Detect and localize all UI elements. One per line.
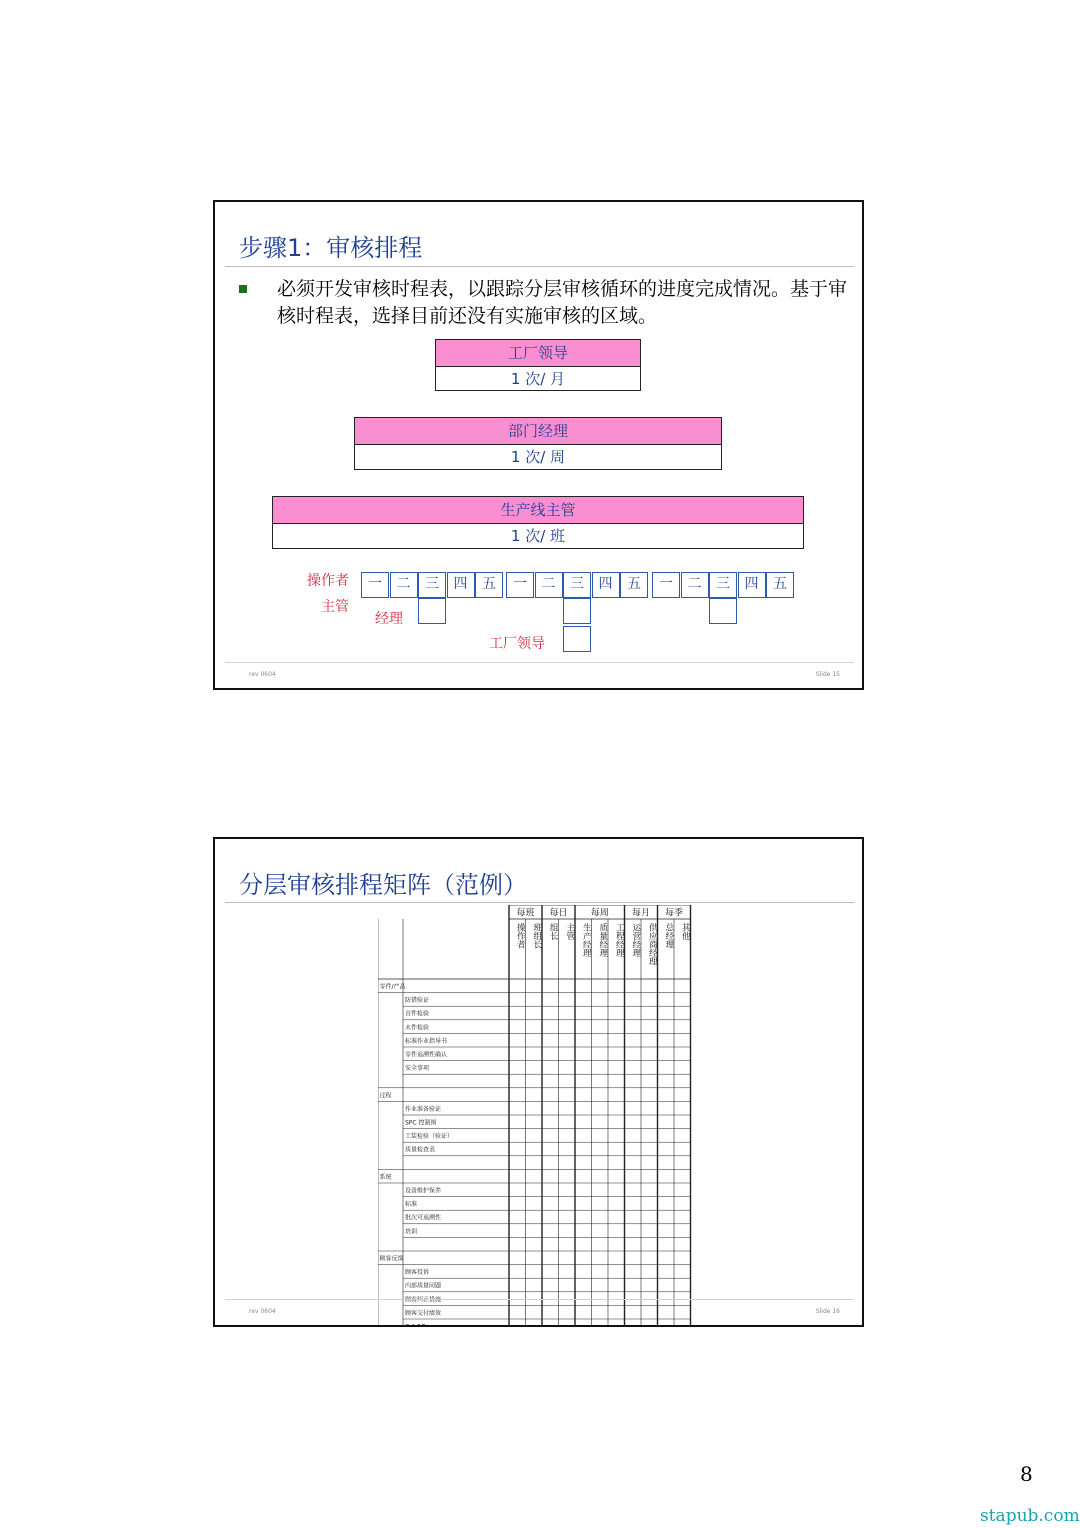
row-label: 顾客投诉: [405, 1269, 430, 1277]
bullet-icon: [239, 285, 247, 293]
column-header: 总经理: [663, 923, 674, 949]
footer-left: rev 0604: [249, 1308, 276, 1315]
slide-title: 步骤1：审核排程: [239, 234, 423, 262]
row-label: 安全事项: [405, 1065, 430, 1073]
weekday-cell: 一: [361, 572, 389, 598]
section-label: 过程: [379, 1092, 392, 1100]
watermark: stapub.com: [980, 1506, 1080, 1526]
manager-audit-cell: [709, 598, 737, 624]
group-label: 每周: [590, 908, 609, 919]
column-header: 质量经理: [597, 923, 608, 957]
audit-matrix-table: [378, 905, 693, 1331]
weekday-cell: 四: [592, 572, 620, 598]
footer-rule: [225, 662, 854, 663]
footer-rule: [225, 1299, 854, 1300]
row-label: 标准作业指导书: [405, 1037, 448, 1045]
level-frequency: 1 次/ 周: [510, 448, 566, 466]
level-name: 工厂领导: [436, 340, 640, 367]
footer-right: Slide 15: [815, 671, 840, 678]
weekday-cell: 五: [620, 572, 648, 598]
row-label: 末件检验: [405, 1024, 430, 1032]
row-label: 设备维护保养: [405, 1187, 442, 1195]
manager-audit-cell: [563, 598, 591, 624]
group-label: 每日: [549, 908, 568, 919]
bullet-text: 必须开发审核时程表，以跟踪分层审核循环的进度完成情况。基于审核时程表，选择目前还没有实施审核的区域。: [277, 278, 848, 327]
weekday-cell: 二: [681, 572, 709, 598]
column-header: 主管: [564, 923, 575, 940]
manager-audit-cell: [418, 598, 446, 624]
section-label: 零件/产品: [379, 983, 406, 991]
label-supervisor: 主管: [321, 599, 349, 615]
group-label: 每月: [631, 908, 651, 919]
row-label: 作业准备验证: [405, 1105, 442, 1113]
footer-left: rev 0604: [249, 671, 276, 678]
level-box-department: [354, 417, 722, 470]
weekday-cell: 五: [766, 572, 794, 598]
plant-audit-cell: [563, 626, 591, 652]
weekday-cell: 二: [390, 572, 418, 598]
section-label: 系统: [379, 1173, 392, 1181]
row-label: 零件追溯性确认: [405, 1051, 448, 1059]
level-frequency: 1 次/ 月: [510, 370, 566, 388]
column-header: 工程经理: [614, 923, 625, 957]
level-frequency: 1 次/ 班: [510, 527, 566, 545]
row-label: 首件检验: [405, 1010, 430, 1018]
weekday-cell: 三: [709, 572, 737, 598]
label-operator: 操作者: [307, 573, 349, 589]
page-number: 8: [1020, 1462, 1033, 1486]
weekday-cell: 一: [652, 572, 680, 598]
row-label: 内部质量问题: [405, 1282, 442, 1290]
weekday-cell: 四: [447, 572, 475, 598]
footer-right: Slide 16: [815, 1308, 840, 1315]
level-name: 生产线主管: [273, 497, 803, 524]
level-name: 部门经理: [355, 418, 721, 445]
column-header: 操作者: [515, 923, 526, 949]
column-header: 供应商经理: [647, 923, 658, 966]
label-plant-leader: 工厂领导: [489, 636, 545, 652]
row-label: 质量检查表: [405, 1146, 436, 1154]
level-box-plant: [435, 339, 641, 391]
row-label: 标准: [405, 1201, 418, 1209]
row-label: 批次可追溯性: [405, 1214, 442, 1222]
column-header: 其他: [680, 923, 691, 940]
group-label: 每季: [664, 908, 684, 919]
row-label: 工装检验（验证）: [405, 1133, 454, 1141]
row-label: 顾客交付绩效: [405, 1309, 442, 1317]
weekday-cell: 一: [506, 572, 534, 598]
weekday-cell: 二: [535, 572, 563, 598]
slide-audit-schedule: [213, 200, 864, 690]
slide-audit-matrix: [213, 837, 864, 1331]
column-header: 生产经理: [581, 923, 592, 957]
weekday-cell: 五: [475, 572, 503, 598]
title-rule: [225, 266, 854, 267]
row-label: 培训: [405, 1228, 418, 1236]
group-label: 每班: [516, 908, 535, 919]
level-box-line: [272, 496, 804, 549]
weekday-cell: 三: [563, 572, 591, 598]
weekday-cell: 三: [418, 572, 446, 598]
row-label: C.A.P.R.: [405, 1323, 428, 1331]
weekday-cell: 四: [738, 572, 766, 598]
column-header: 组长: [548, 923, 559, 940]
section-label: 顾客反馈: [379, 1255, 404, 1263]
row-label: 防错验证: [405, 997, 430, 1005]
column-header: 班组长: [531, 923, 542, 949]
row-label: SPC 控制图: [405, 1119, 437, 1127]
column-header: 运营经理: [630, 923, 641, 957]
title-rule: [225, 902, 854, 903]
label-manager: 经理: [375, 611, 403, 627]
slide-title: 分层审核排程矩阵（范例）: [239, 871, 527, 899]
